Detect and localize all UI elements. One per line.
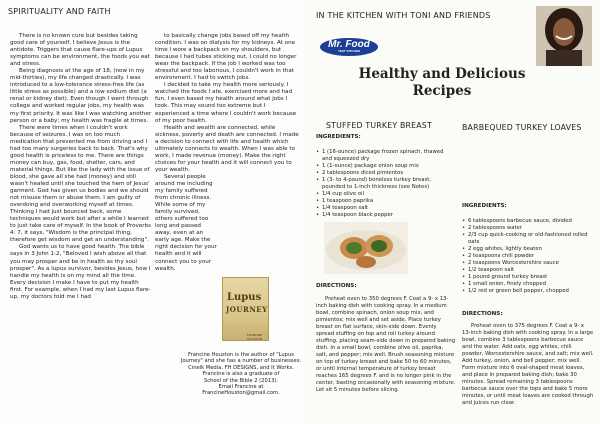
page-title xyxy=(352,66,532,100)
article-paragraph: to basically change jobs based off my health condition. I was on dialysis for my kidneys. At one time I wore a backpack on my shoulders, but because I had tubes sticking out, I could no longer wear the backpack. If the job I worked was too stressful and too laborious, I couldn't work in that environment. I had to switch jobs. xyxy=(155,33,297,82)
title-line: Healthy and Delicious xyxy=(358,66,526,82)
article-paragraph: Health and wealth are connected, while sickness, poverty and death are connected. I made a decision to connect with life and health which ultimately connects to wealth. When I was able to work, I made revenue (money). Make the right choices for your health and it will connect you to your wealth. xyxy=(155,124,299,173)
ingredients-list-1 xyxy=(316,149,454,219)
ingredient-item: • 1 teaspoon paprika xyxy=(316,198,454,205)
bio-line: Francine Houston is the author of "Lupus xyxy=(188,352,294,358)
ingredient-item: • 2/3 cup quick-cooking or old-fashioned rolled oats xyxy=(462,232,594,246)
mr-food-logo xyxy=(320,38,378,56)
ingredients-list-2 xyxy=(462,218,594,295)
logo-text: Mr. Food xyxy=(328,39,370,50)
ingredient-item: • 1 pound ground turkey breast xyxy=(462,274,594,281)
title-line: Recipes xyxy=(412,83,472,99)
ingredient-item: • 1/4 cup olive oil xyxy=(316,191,454,198)
ingredient-item: • 2 teaspoons chili powder xyxy=(462,253,594,260)
article-paragraph: I decided to take my health more seriously. I watched the foods I ate, exercised more and had fun. I even based my health around what jobs I took. This may sound too extreme but I experienced a time where I couldn't work because of my poor health. xyxy=(155,82,297,124)
article-paragraph: There is no known cure but besides taking good care of yourself, I believe Jesus is the antidote. Triggers that cause flare-ups of Lupus symptoms can be environment, the foods you eat and stress. xyxy=(10,33,150,68)
book-cover-image xyxy=(222,277,269,341)
turkey-dish-image xyxy=(324,222,408,274)
article-paragraph: God wants us to have good health. The bible says in 3 John 1:2, "Beloved I wish above all that you may prosper and be in health as thy soul prosper". As a lupus survivor, besides Jesus, how I handle my health is on my mind all the time. Every decision I make I have to put my health first. For example, when I had my last Lupus flare-up, my doctors told me I had xyxy=(10,244,151,300)
author-bio xyxy=(180,352,302,397)
ingredient-item: • 2 tablespoons diced pimientos xyxy=(316,170,454,177)
section-title-kitchen: IN THE KITCHEN WITH TONI AND FRIENDS xyxy=(316,11,491,20)
ingredient-item: • 1/2 teaspoon salt xyxy=(462,267,594,274)
bio-line: School of the Bible 2 (2013). xyxy=(203,377,279,384)
directions-label: DIRECTIONS: xyxy=(316,283,357,289)
author-photo xyxy=(536,6,592,66)
ingredient-item: • 2 teaspoons Worcestershire sauce xyxy=(462,260,594,267)
book-publisher: FRANCINE HOUSTON xyxy=(247,333,263,341)
logo-subtext: TEST KITCHEN xyxy=(338,49,360,53)
bio-line: Journey" and she has a number of businesses: xyxy=(180,358,302,365)
ingredients-label: INGREDIENTS: xyxy=(462,203,507,209)
directions-text-2: Preheat oven to 375 degrees F. Coat a 9- x 13-inch baking dish with cooking spray. In a large bowl, combine 3 tablespoons barbecue sauce and the water. Add oats, egg whites, chili powder, Worcestershire sauce, and salt; mix well. Add turkey, onion, and bell pepper; mix well. Form mixture into 6 oval-shaped meat loaves, and place in prepared baking dish; bake 30 minutes. Spread remaining 3 tablespoons barbecue sauce over the tops and bake 5 more minutes, or until meat loaves are cooked through and juices run clear. xyxy=(462,323,594,406)
bio-line: Email Francine at xyxy=(218,384,264,391)
recipe-title-stuffed-turkey: STUFFED TURKEY BREAST xyxy=(326,121,432,130)
article-column-2 xyxy=(155,33,301,273)
bio-email[interactable]: FrancineHouston@gmail.com. xyxy=(202,390,280,397)
book-title-line1: Lupus xyxy=(227,292,262,303)
directions-text-1: Preheat oven to 350 degrees F. Coat a 9- x 13-inch baking dish with cooking spray. In a medium bowl, combine spinach, onion soup mix, and pimientos; mix well and set aside. Place turkey breast on flat surface, skin-side down. Evenly spread stuffing on top and roll turkey around stuffing, placing seam-side down in prepared baking dish. In a small bowl, combine olive oil, paprika, salt, and pepper; mix well. Brush seasoning mixture on top of turkey breast and bake 50 to 60 minutes, or until internal temperature of turkey breast reaches 165 degrees F. and is no longer pink in the center, basting occasionally with seasoning mixture. Let sit 5 minutes before slicing. xyxy=(316,296,456,393)
bio-line: Francine is also a graduate of xyxy=(202,371,280,378)
ingredient-item: • 1 small onion, finely chopped xyxy=(462,281,594,288)
recipe-title-bbq-turkey: BARBEQUED TURKEY LOAVES xyxy=(462,123,582,132)
ingredients-label: INGREDIENTS: xyxy=(316,134,361,140)
ingredient-item: • 1/2 red or green bell pepper, chopped xyxy=(462,288,594,295)
article-paragraph: There were times when I couldn't work because of seizures. I was on too much medication that prevented me from driving and I had too many surgeries back to back. That's why good health is priceless to me. There are things money can buy, gas, food, shelter, cars, and material things. But like the lady with the issue of blood, she gave all she had (money) and still wasn't healed until she touched the hem of Jesus' garment. God has given us bodies and we should not misuse them or abuse them. I am guilty of overdoing and overworking myself at times. Thinking I had just bounced back, some techniques would work but after a while I learned to just take care of myself. In the book of Proverbs 4: 7, it says, "Wisdom is the principal thing, therefore get wisdom and get an understanding". xyxy=(10,124,152,244)
ingredient-item: • 2 tablespoons water xyxy=(462,225,594,232)
ingredient-item: • 1/4 teaspoon salt xyxy=(316,205,454,212)
article-column-1 xyxy=(10,33,152,301)
article-paragraph: Being diagnosis at the age of 18, (now in my mid-thirties), my life changed drastically. I was introduced to a low-tolerance stress-free life (as little stress as possible) and a low sodium diet (a renal or kidney diet). Even though I went through college and worked regular jobs, my health was my first priority. It was like I was watching another person or a baby; my health was fragile at times. xyxy=(10,68,152,124)
directions-label: DIRECTIONS: xyxy=(462,311,503,317)
article-paragraph: Several people around me including my family suffered from chronic illness. While some of my family survived, others suffered too long and passed away, even at an early age. Make the right decision for your health and it will connect you to your wealth. xyxy=(155,173,217,272)
ingredient-item: • 1 (3- to 4-pound) boneless turkey breast, pounded to 1-inch thickness (see Notes) xyxy=(316,177,454,191)
book-title-line2: JOURNEY xyxy=(226,305,268,314)
ingredient-item: • 6 tablespoons barbecue sauce, divided xyxy=(462,218,594,225)
ingredient-item: • 2 egg whites, lightly beaten xyxy=(462,246,594,253)
bio-line: Cinelk Media, FH DESIGNS, and It Works. xyxy=(188,364,294,371)
ingredient-item: • 1 (16-ounce) package frozen spinach, thawed and squeezed dry xyxy=(316,149,454,163)
ingredient-item: • 1/4 teaspoon black pepper xyxy=(316,212,454,219)
ingredient-item: • 1 (1-ounce) package onion soup mix xyxy=(316,163,454,170)
section-title-spirituality: SPIRITUALITY AND FAITH xyxy=(8,7,111,16)
